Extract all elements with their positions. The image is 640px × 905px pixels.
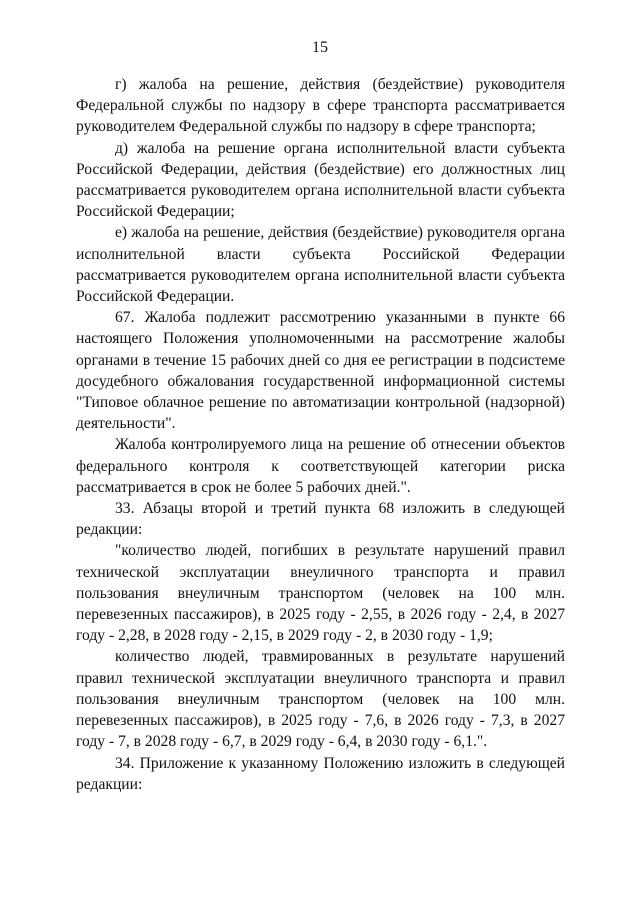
document-body [76,74,565,795]
paragraph-item-34: 34. Приложение к указанному Положению изложить в следующей редакции: [76,754,565,793]
paragraph-complaint-rostransnadzor-head: г) жалоба на решение, действия (бездействие) руководителя Федеральной службы по надзору в сфере транспорта рассматривается руководителем Федеральной службы по надзору в сфере транспорта; [76,76,565,136]
paragraph-clause-67: 67. Жалоба подлежит рассмотрению указанными в пункте 66 настоящего Положения уполномоченными на рассмотрение жалобы органами в течение 15 рабочих дней со дня ее регистрации в подсистеме досудебного обжалования государственной информационной системы "Типовое облачное решение по автоматизации контрольной (надзорной) деятельности". [76,309,565,433]
paragraph-fatalities-indicator: "количество людей, погибших в результате нарушений правил технической эксплуатации внеуличного транспорта и правил пользования внеуличным транспортом (человек на 100 млн. перевезенных пассажиров), в 2025 году - 2,55, в 2026 году - 2,4, в 2027 году - 2,28, в 2028 году - 2,15, в 2029 году - 2, в 2030 году - 1,9; [76,542,565,645]
page-number: 15 [312,39,328,56]
paragraph-risk-category-complaint: Жалоба контролируемого лица на решение об отнесении объектов федерального контроля к соответствующей категории риска рассматривается в срок не более 5 рабочих дней.". [76,436,565,496]
paragraph-complaint-regional-head: е) жалоба на решение, действия (бездействие) руководителя органа исполнительной власти субъекта Российской Федерации рассматривается руководителем органа исполнительной власти субъекта Российской Федерации. [76,224,565,306]
paragraph-item-33: 33. Абзацы второй и третий пункта 68 изложить в следующей редакции: [76,500,565,539]
paragraph-injuries-indicator: количество людей, травмированных в результате нарушений правил технической эксплуатации внеуличного транспорта и правил пользования внеуличным транспортом (человек на 100 млн. перевезенных пассажиров), в 2025 году - 7,6, в 2026 году - 7,3, в 2027 году - 7, в 2028 году - 6,7, в 2029 году - 6,4, в 2030 году - 6,1.". [76,648,565,751]
paragraph-complaint-regional-body: д) жалоба на решение органа исполнительной власти субъекта Российской Федерации, действия (бездействие) его должностных лиц рассматривается руководителем органа исполнительной власти субъекта Российской Федерации; [76,139,565,221]
